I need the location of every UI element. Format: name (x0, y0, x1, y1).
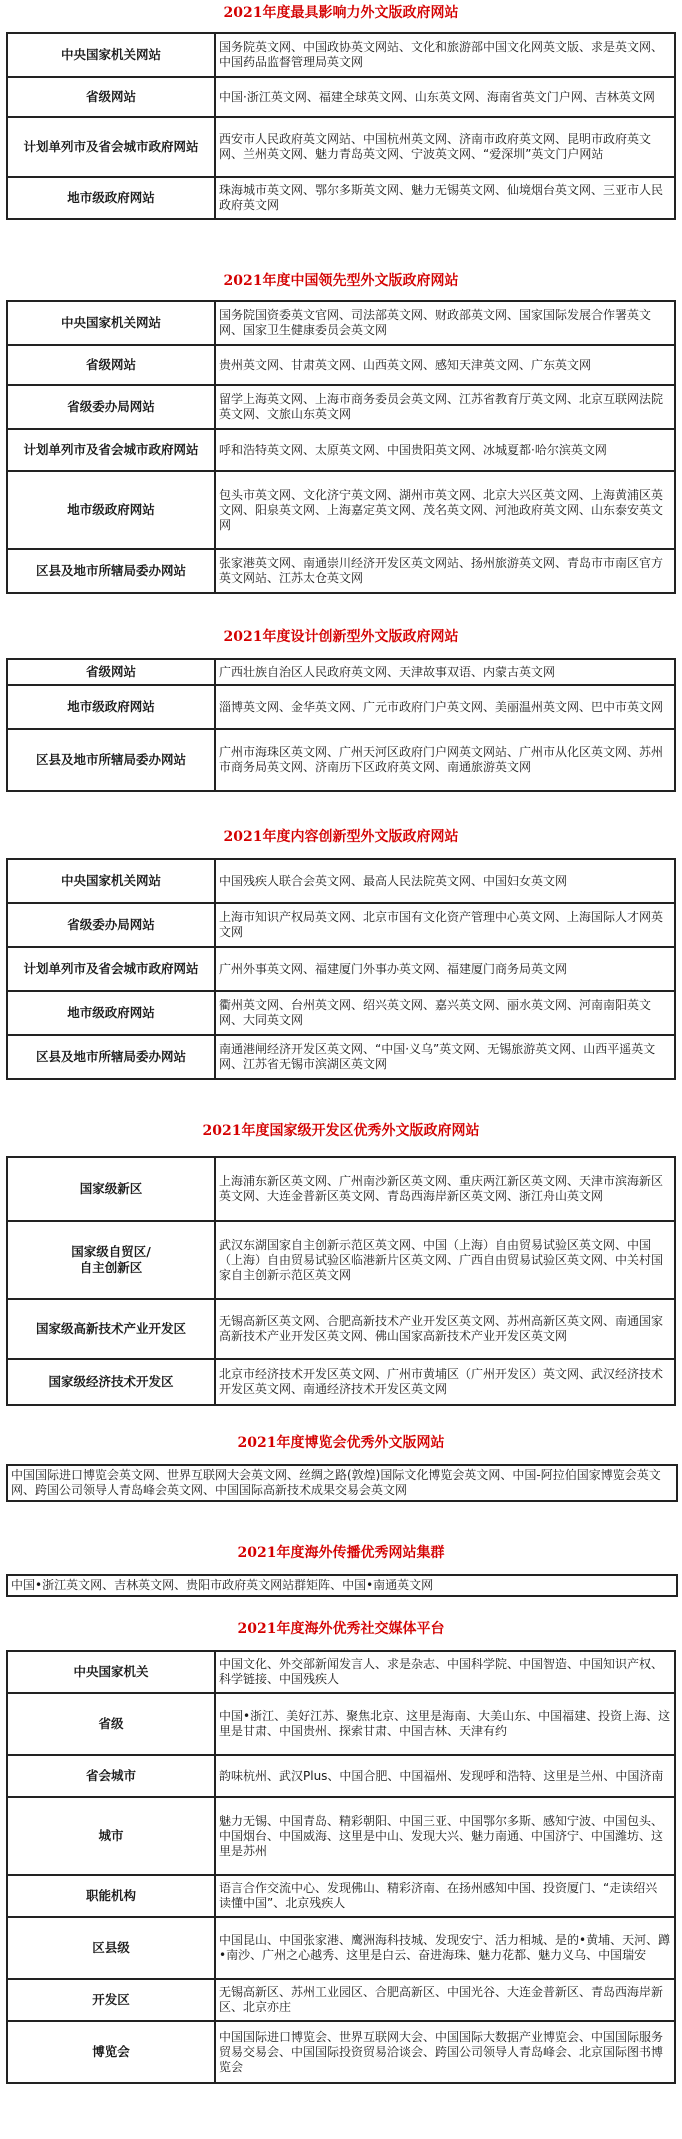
table-row (7, 1157, 675, 1221)
section-expo (0, 1434, 682, 1497)
category-cell: 中央国家机关网站 (7, 301, 215, 345)
sites-cell: 中国昆山、中国张家港、鹰洲海科技城、发现安宁、活力相城、是的•黄埔、天河、蹲•南沙、广州之心越秀、这里是白云、奋进海珠、魅力花都、魅力义乌、中国瑞安 (215, 1917, 675, 1979)
table-row (7, 177, 675, 219)
category-cell: 地市级政府网站 (7, 685, 215, 729)
table-row (7, 1221, 675, 1299)
category-cell: 中央国家机关网站 (7, 859, 215, 903)
sites-cell: 呼和浩特英文网、太原英文网、中国贵阳英文网、冰城夏都·哈尔滨英文网 (215, 429, 675, 471)
sites-cell: 上海市知识产权局英文网、北京市国有文化资产管理中心英文网、上海国际人才网英文网 (215, 903, 675, 947)
sites-cell: 中国残疾人联合会英文网、最高人民法院英文网、中国妇女英文网 (215, 859, 675, 903)
category-cell: 区县及地市所辖局委办网站 (7, 729, 215, 791)
category-cell: 国家级经济技术开发区 (7, 1359, 215, 1405)
table-row (7, 1979, 675, 2021)
sites-cell: 广州外事英文网、福建厦门外事办英文网、福建厦门商务局英文网 (215, 947, 675, 991)
award-table (6, 1156, 676, 1406)
table-row (7, 2021, 675, 2083)
category-cell: 省级 (7, 1693, 215, 1755)
table-row (7, 947, 675, 991)
section-design-innovation (0, 628, 682, 774)
category-cell: 省级网站 (7, 77, 215, 117)
table-row (7, 1875, 675, 1917)
section-most-influential (0, 4, 682, 212)
sites-cell: 国务院英文网、中国政协英文网站、文化和旅游部中国文化网英文版、求是英文网、中国药品监督管理局英文网 (215, 33, 675, 77)
table-row (7, 429, 675, 471)
section-cluster (0, 1544, 682, 1592)
table-row (7, 859, 675, 903)
category-cell: 地市级政府网站 (7, 471, 215, 549)
section-title: 2021年度内容创新型外文版政府网站 (223, 829, 459, 845)
table-row (7, 33, 675, 77)
table-row (7, 471, 675, 549)
section-title: 2021年度博览会优秀外文版网站 (237, 1435, 445, 1451)
category-cell: 区县及地市所辖局委办网站 (7, 549, 215, 593)
section-title: 2021年度海外优秀社交媒体平台 (237, 1621, 445, 1637)
sites-cell: 广西壮族自治区人民政府英文网、天津故事双语、内蒙古英文网 (215, 659, 675, 685)
table-row (7, 117, 675, 177)
section-title: 2021年度海外传播优秀网站集群 (237, 1545, 445, 1561)
section-title: 2021年度设计创新型外文版政府网站 (223, 629, 459, 645)
category-cell: 地市级政府网站 (7, 991, 215, 1035)
category-cell: 省级委办局网站 (7, 385, 215, 429)
sites-cell: 衢州英文网、台州英文网、绍兴英文网、嘉兴英文网、丽水英文网、河南南阳英文网、大同英文网 (215, 991, 675, 1035)
section-leading (0, 272, 682, 585)
sites-cell: 广州市海珠区英文网、广州天河区政府门户网英文网站、广州市从化区英文网、苏州市商务局英文网、济南历下区政府英文网、南通旅游英文网 (215, 729, 675, 791)
table-row (7, 729, 675, 791)
table-row (7, 549, 675, 593)
category-cell: 省级网站 (7, 345, 215, 385)
category-cell: 计划单列市及省会城市政府网站 (7, 429, 215, 471)
sites-cell: 中国·浙江英文网、福建全球英文网、山东英文网、海南省英文门户网、吉林英文网 (215, 77, 675, 117)
sites-cell: 韵味杭州、武汉Plus、中国合肥、中国福州、发现呼和浩特、这里是兰州、中国济南 (215, 1755, 675, 1797)
table-row (7, 1797, 675, 1875)
award-table (6, 300, 676, 594)
sites-cell: 珠海城市英文网、鄂尔多斯英文网、魅力无锡英文网、仙境烟台英文网、三亚市人民政府英文网 (215, 177, 675, 219)
section-title: 2021年度最具影响力外文版政府网站 (223, 5, 459, 21)
table-row (7, 77, 675, 117)
section-content-innovation (0, 828, 682, 1071)
category-cell: 开发区 (7, 1979, 215, 2021)
table-row (7, 1693, 675, 1755)
sites-cell: 中国文化、外交部新闻发言人、求是杂志、中国科学院、中国智造、中国知识产权、科学链接、中国残疾人 (215, 1651, 675, 1693)
table-row (7, 1299, 675, 1359)
award-table (6, 1650, 676, 2084)
sites-cell: 无锡高新区英文网、合肥高新技术产业开发区英文网、苏州高新区英文网、南通国家高新技术产业开发区英文网、佛山国家高新技术产业开发区英文网 (215, 1299, 675, 1359)
category-cell: 中央国家机关网站 (7, 33, 215, 77)
sites-cell: 国务院国资委英文官网、司法部英文网、财政部英文网、国家国际发展合作署英文网、国家卫生健康委员会英文网 (215, 301, 675, 345)
table-row (7, 1359, 675, 1405)
category-cell: 省级网站 (7, 659, 215, 685)
table-row (7, 385, 675, 429)
category-cell: 计划单列市及省会城市政府网站 (7, 947, 215, 991)
table-row (7, 991, 675, 1035)
category-cell: 区县级 (7, 1917, 215, 1979)
table-row (7, 685, 675, 729)
section-social-media (0, 1620, 682, 2074)
table-row (7, 1651, 675, 1693)
category-cell: 博览会 (7, 2021, 215, 2083)
table-row (7, 1035, 675, 1079)
sites-cell: 淄博英文网、金华英文网、广元市政府门户英文网、美丽温州英文网、巴中市英文网 (215, 685, 675, 729)
sites-cell: 西安市人民政府英文网站、中国杭州英文网、济南市政府英文网、昆明市政府英文网、兰州英文网、魅力青岛英文网、宁波英文网、“爱深圳”英文门户网站 (215, 117, 675, 177)
category-cell: 区县及地市所辖局委办网站 (7, 1035, 215, 1079)
sites-cell: 北京市经济技术开发区英文网、广州市黄埔区（广州开发区）英文网、武汉经济技术开发区英文网、南通经济技术开发区英文网 (215, 1359, 675, 1405)
sites-cell: 张家港英文网、南通崇川经济开发区英文网站、扬州旅游英文网、青岛市市南区官方英文网站、江苏太仓英文网 (215, 549, 675, 593)
sites-cell: 无锡高新区、苏州工业园区、合肥高新区、中国光谷、大连金普新区、青岛西海岸新区、北京亦庄 (215, 1979, 675, 2021)
expo-websites-box: 中国国际进口博览会英文网、世界互联网大会英文网、丝绸之路(敦煌)国际文化博览会英文网、中国-阿拉伯国家博览会英文网、跨国公司领导人青岛峰会英文网、中国国际高新技术成果交易会英文网 (6, 1464, 678, 1502)
award-table (6, 658, 676, 792)
sites-cell: 语言合作交流中心、发现佛山、精彩济南、在扬州感知中国、投资厦门、“走读绍兴 读懂中国”、北京残疾人 (215, 1875, 675, 1917)
category-cell: 中央国家机关 (7, 1651, 215, 1693)
sites-cell: 中国•浙江、美好江苏、聚焦北京、这里是海南、大美山东、中国福建、投资上海、这里是甘肃、中国贵州、探索甘肃、中国吉林、天津有约 (215, 1693, 675, 1755)
table-row (7, 1917, 675, 1979)
sites-cell: 武汉东湖国家自主创新示范区英文网、中国（上海）自由贸易试验区英文网、中国（上海）自由贸易试验区临港新片区英文网、广西自由贸易试验区英文网、中关村国家自主创新示范区英文网 (215, 1221, 675, 1299)
table-row (7, 1755, 675, 1797)
table-row (7, 659, 675, 685)
table-row (7, 301, 675, 345)
category-cell: 地市级政府网站 (7, 177, 215, 219)
sites-cell: 上海浦东新区英文网、广州南沙新区英文网、重庆两江新区英文网、天津市滨海新区英文网、大连金普新区英文网、青岛西海岸新区英文网、浙江舟山英文网 (215, 1157, 675, 1221)
sites-cell: 贵州英文网、甘肃英文网、山西英文网、感知天津英文网、广东英文网 (215, 345, 675, 385)
table-row (7, 345, 675, 385)
award-table (6, 858, 676, 1080)
section-dev-zones (0, 1122, 682, 1396)
sites-cell: 南通港闸经济开发区英文网、“中国·义乌”英文网、无锡旅游英文网、山西平遥英文网、江苏省无锡市滨湖区英文网 (215, 1035, 675, 1079)
sites-cell: 魅力无锡、中国青岛、精彩朝阳、中国三亚、中国鄂尔多斯、感知宁波、中国包头、中国烟台、中国威海、这里是中山、发现大兴、魅力南通、中国济宁、中国潍坊、这里是苏州 (215, 1797, 675, 1875)
section-title: 2021年度中国领先型外文版政府网站 (223, 273, 459, 289)
category-cell: 计划单列市及省会城市政府网站 (7, 117, 215, 177)
sites-cell: 中国国际进口博览会、世界互联网大会、中国国际大数据产业博览会、中国国际服务贸易交易会、中国国际投资贸易洽谈会、跨国公司领导人青岛峰会、北京国际图书博览会 (215, 2021, 675, 2083)
cluster-websites-box: 中国•浙江英文网、吉林英文网、贵阳市政府英文网站群矩阵、中国•南通英文网 (6, 1574, 678, 1597)
category-cell: 国家级高新技术产业开发区 (7, 1299, 215, 1359)
category-cell: 职能机构 (7, 1875, 215, 1917)
award-table (6, 32, 676, 220)
table-row (7, 903, 675, 947)
category-cell: 国家级自贸区/ 自主创新区 (7, 1221, 215, 1299)
category-cell: 省会城市 (7, 1755, 215, 1797)
category-cell: 国家级新区 (7, 1157, 215, 1221)
section-title: 2021年度国家级开发区优秀外文版政府网站 (202, 1123, 480, 1139)
sites-cell: 包头市英文网、文化济宁英文网、湖州市英文网、北京大兴区英文网、上海黄浦区英文网、阳泉英文网、上海嘉定英文网、茂名英文网、河池政府英文网、山东泰安英文网 (215, 471, 675, 549)
sites-cell: 留学上海英文网、上海市商务委员会英文网、江苏省教育厅英文网、北京互联网法院英文网、文旅山东英文网 (215, 385, 675, 429)
category-cell: 省级委办局网站 (7, 903, 215, 947)
category-cell: 城市 (7, 1797, 215, 1875)
